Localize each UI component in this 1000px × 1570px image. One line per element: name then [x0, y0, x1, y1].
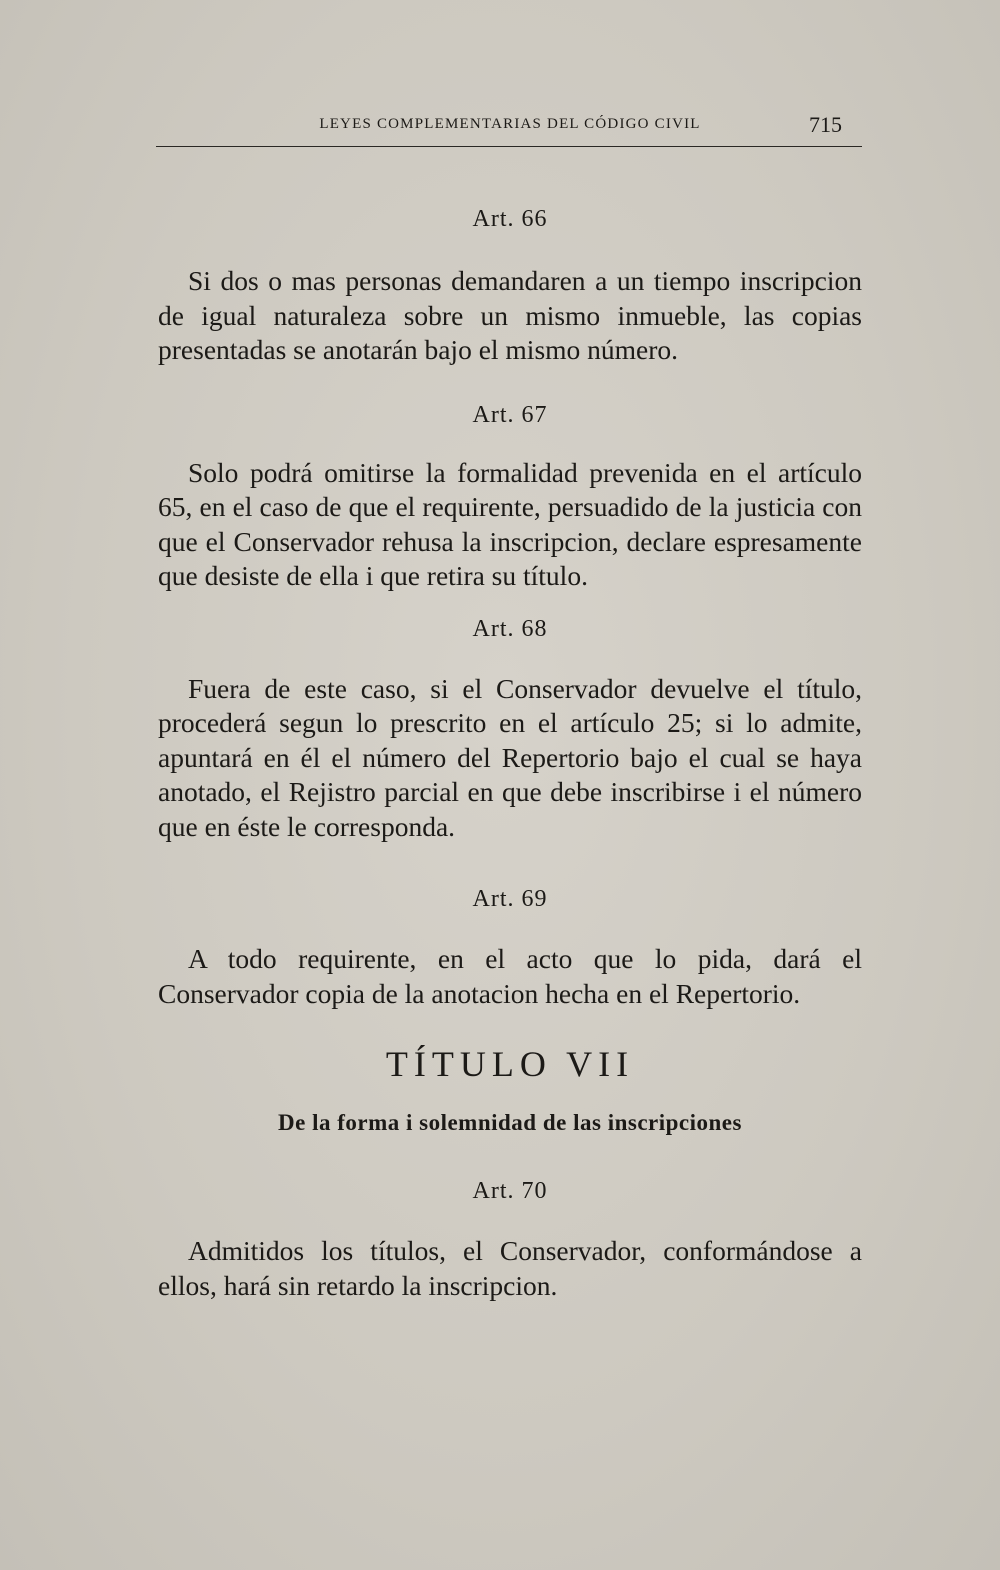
article-text-69: A todo requirente, en el acto que lo pida, dará el Conservador copia de la anotacion hecha en el Repertorio. — [158, 943, 862, 1009]
running-header — [158, 112, 862, 140]
page-body — [158, 198, 862, 1303]
article-heading-67: Art. 67 — [472, 401, 548, 428]
article-text-67: Solo podrá omitirse la formalidad prevenida en el artículo 65, en el caso de que el requirente, persuadido de la justicia con que el Conservador rehusa la inscripcion, declare espresamente que desiste de ella i que retira su título. — [158, 456, 862, 591]
header-rule — [156, 146, 862, 147]
article-text-68: Fuera de este caso, si el Conservador devuelve el título, procederá segun lo prescrito en el artículo 25; si lo admite, apuntará en él el número del Repertorio bajo el cual se haya anotado, el Rejistro parcial en que debe inscribirse i el número que en éste le corresponda. — [158, 672, 862, 842]
article-text-66: Si dos o mas personas demandaren a un tiempo inscripcion de igual naturaleza sobre un mismo inmueble, las copias presentadas se anotarán bajo el mismo número. — [158, 265, 862, 365]
article-text-70: Admitidos los títulos, el Conservador, conformándose a ellos, hará sin retardo la inscripcion. — [158, 1235, 862, 1301]
running-header-title: LEYES COMPLEMENTARIAS DEL CÓDIGO CIVIL — [319, 116, 701, 132]
section-title: TÍTULO VII — [385, 1044, 635, 1084]
article-heading-69: Art. 69 — [472, 886, 548, 912]
article-heading-70: Art. 70 — [472, 1178, 548, 1204]
section-subtitle: De la forma i solemnidad de las inscripciones — [278, 1109, 742, 1135]
article-heading-66: Art. 66 — [472, 206, 548, 232]
page-number: 715 — [809, 112, 842, 137]
article-heading-68: Art. 68 — [472, 615, 548, 642]
